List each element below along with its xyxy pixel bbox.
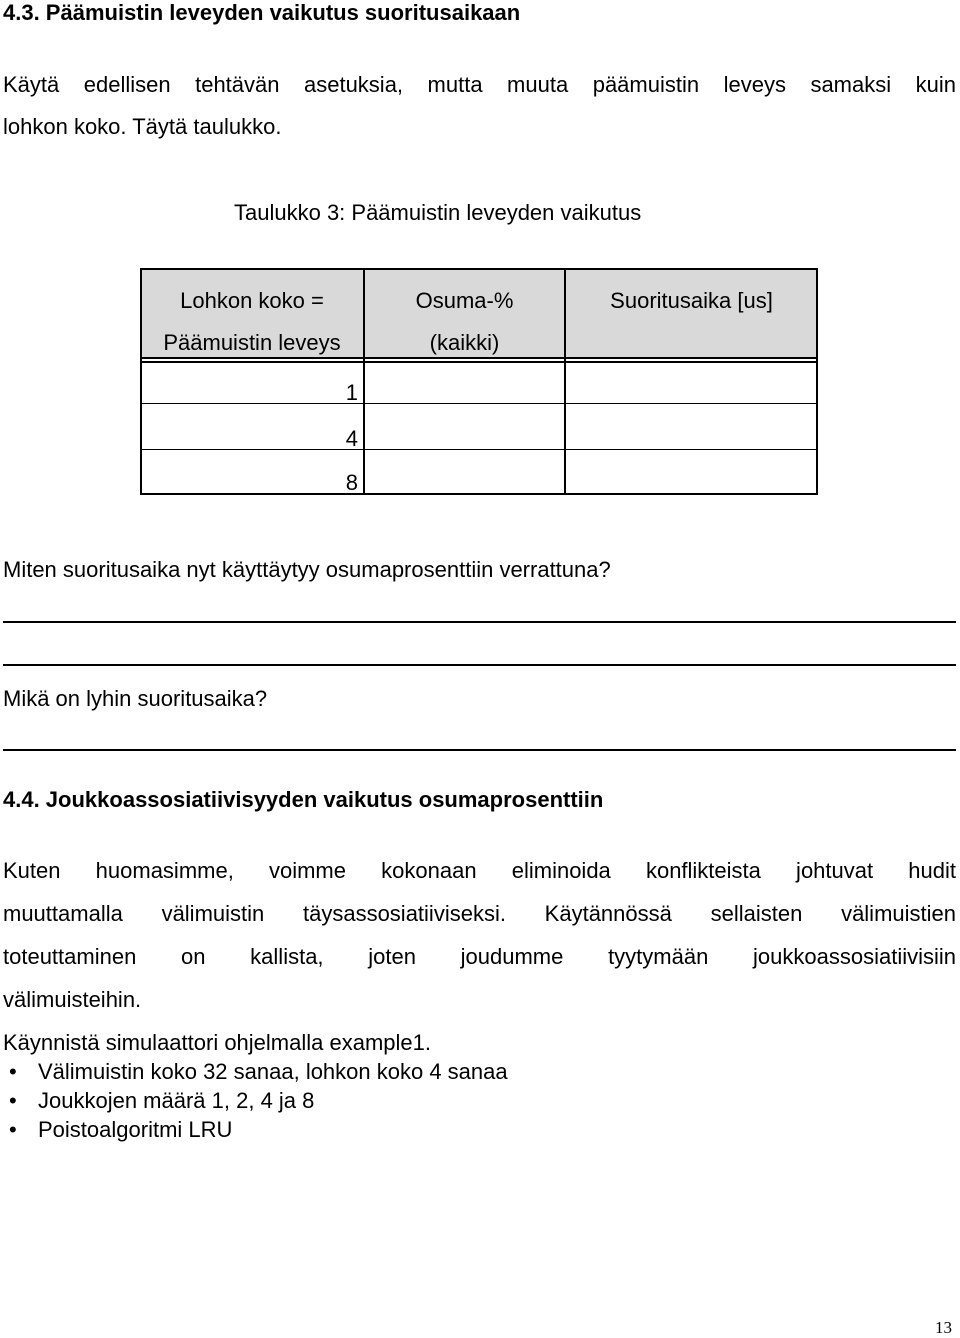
bullet-marker: • bbox=[9, 1117, 17, 1142]
table-caption: Taulukko 3: Päämuistin leveyden vaikutus bbox=[234, 200, 642, 225]
para-line-2: muuttamalla välimuistin täysassosiatiiviseksi. Käytännössä sellaisten välimuistien bbox=[3, 901, 956, 926]
section-heading-4-4: 4.4. Joukkoassosiatiivisyyden vaikutus osumaprosenttiin bbox=[3, 787, 604, 812]
run-instruction: Käynnistä simulaattori ohjelmalla example1. bbox=[3, 1030, 431, 1055]
list-item: Joukkojen määrä 1, 2, 4 ja 8 bbox=[38, 1088, 315, 1113]
page-number: 13 bbox=[935, 1318, 952, 1337]
intro-line-1: Käytä edellisen tehtävän asetuksia, mutta muuta päämuistin leveys samaksi kuin bbox=[3, 72, 956, 97]
intro-line-2: lohkon koko. Täytä taulukko. bbox=[3, 114, 282, 139]
header-exec-time: Suoritusaika [us] bbox=[610, 288, 773, 313]
answer-line-1 bbox=[3, 621, 956, 623]
section-heading-4-3: 4.3. Päämuistin leveyden vaikutus suoritusaikaan bbox=[3, 0, 521, 25]
table-border-top bbox=[140, 268, 818, 270]
table-row-value-3: 8 bbox=[345, 470, 358, 495]
answer-line-3 bbox=[3, 749, 956, 751]
para-line-4: välimuisteihin. bbox=[3, 987, 142, 1012]
header-block-size: Lohkon koko = bbox=[180, 288, 324, 313]
answer-line-2 bbox=[3, 664, 956, 666]
para-line-1: Kuten huomasimme, voimme kokonaan eliminoida konflikteista johtuvat hudit bbox=[3, 858, 956, 883]
table-header-rule bbox=[140, 357, 818, 359]
table-border-bottom bbox=[140, 493, 818, 495]
list-item: Välimuistin koko 32 sanaa, lohkon koko 4 sanaa bbox=[38, 1059, 508, 1084]
table-row-separator-2 bbox=[140, 449, 818, 450]
results-table bbox=[140, 268, 818, 495]
bullet-marker: • bbox=[9, 1088, 17, 1113]
header-hit-rate: Osuma-% bbox=[415, 288, 514, 313]
table-row-value-1: 1 bbox=[345, 380, 358, 405]
para-line-3: toteuttaminen on kallista, joten joudumme tyytymään joukkoassosiatiivisiin bbox=[3, 944, 956, 969]
list-item: Poistoalgoritmi LRU bbox=[38, 1117, 233, 1142]
table-header-rule-double bbox=[140, 361, 818, 363]
bullet-marker: • bbox=[9, 1059, 17, 1084]
header-memory-width: Päämuistin leveys bbox=[163, 330, 341, 355]
question-2: Mikä on lyhin suoritusaika? bbox=[3, 686, 268, 711]
question-1: Miten suoritusaika nyt käyttäytyy osumaprosenttiin verrattuna? bbox=[3, 557, 611, 582]
header-hit-rate-all: (kaikki) bbox=[429, 330, 500, 355]
table-row-separator-1 bbox=[140, 403, 818, 404]
table-row-value-2: 4 bbox=[345, 426, 358, 451]
